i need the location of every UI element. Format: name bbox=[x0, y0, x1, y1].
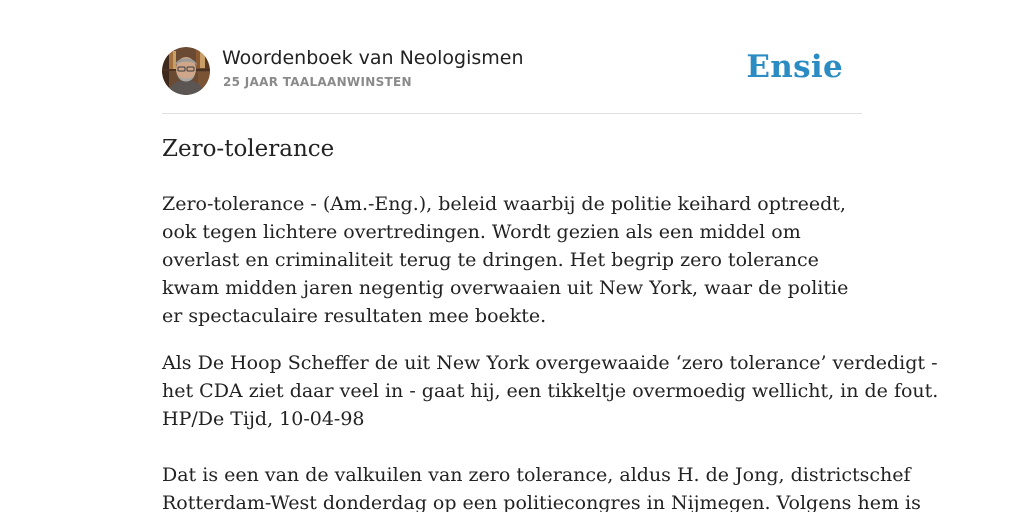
citation-text-line: Rotterdam-West donderdag op een politiecongres in Nijmegen. Volgens hem is bbox=[162, 492, 921, 512]
site-header bbox=[162, 46, 862, 114]
site-subtitle: 25 JAAR TAALAANWINSTEN bbox=[223, 75, 412, 89]
citation-text-line: het CDA ziet daar veel in - gaat hij, een tikkeltje overmoedig wellicht, in de fout. bbox=[162, 380, 939, 402]
citation bbox=[162, 349, 939, 433]
citation-text-line: Als De Hoop Scheffer de uit New York overgewaaide ‘zero tolerance’ verdedigt - bbox=[162, 352, 938, 374]
citation-source: HP/De Tijd, 10-04-98 bbox=[162, 408, 365, 430]
citation bbox=[162, 461, 921, 512]
ensie-logo[interactable]: Ensie bbox=[746, 49, 843, 85]
site-title[interactable]: Woordenboek van Neologismen bbox=[222, 47, 524, 69]
entry-title: Zero-tolerance bbox=[162, 136, 335, 162]
entry-definition: Zero-tolerance - (Am.-Eng.), beleid waarbij de politie keihard optreedt, ook tegen lichtere overtredingen. Wordt gezien als een middel om overlast en criminaliteit terug te dringen. Het begrip zero tolerance kwam midden jaren negentig overwaaien uit New York, waar de politie er spectaculaire resultaten mee boekte. bbox=[162, 193, 849, 327]
author-avatar[interactable] bbox=[162, 47, 210, 95]
citation-text-line: Dat is een van de valkuilen van zero tolerance, aldus H. de Jong, districtschef bbox=[162, 464, 911, 486]
